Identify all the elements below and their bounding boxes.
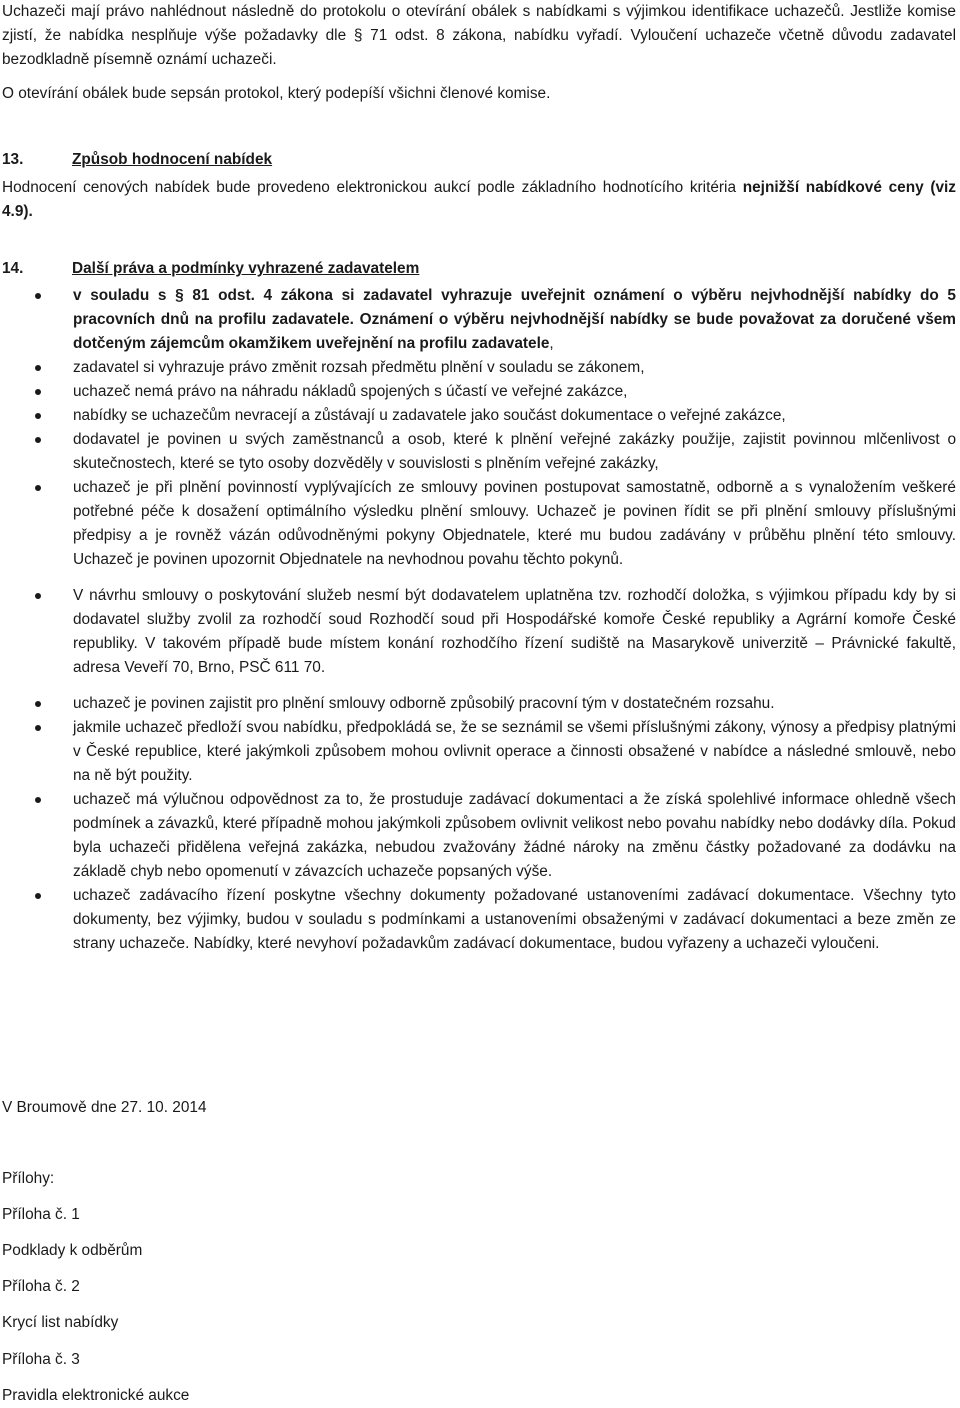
section-14-number: 14. xyxy=(2,260,24,277)
bullet-icon xyxy=(35,365,41,371)
section-13-heading xyxy=(2,148,272,172)
list-item xyxy=(2,404,956,428)
section-14-heading xyxy=(2,257,419,281)
bullet-icon xyxy=(35,797,41,803)
bullet-icon xyxy=(35,413,41,419)
list-item xyxy=(2,884,956,956)
list-item xyxy=(2,584,956,680)
bullet-icon xyxy=(35,725,41,731)
list-item xyxy=(2,380,956,404)
list-item-text: uchazeč je povinen zajistit pro plnění smlouvy odborně způsobilý pracovní tým v dostatečném rozsahu. xyxy=(73,695,775,712)
bullet-icon xyxy=(35,485,41,491)
section-13-title: Způsob hodnocení nabídek xyxy=(72,151,273,168)
list-item-tail: , xyxy=(549,335,554,352)
bullet-icon xyxy=(35,701,41,707)
bullet-icon xyxy=(35,293,41,299)
section-14-title: Další práva a podmínky vyhrazené zadavatelem xyxy=(72,260,420,277)
list-item xyxy=(2,476,956,572)
attachment-3-text: Pravidla elektronické aukce xyxy=(2,1387,190,1404)
list-item xyxy=(2,284,956,356)
signature-date: V Broumově dne 27. 10. 2014 xyxy=(2,1099,207,1116)
intro-paragraph-protocol: O otevírání obálek bude sepsán protokol, který podepíší všichni členové komise. xyxy=(2,85,551,102)
list-item-text: dodavatel je povinen u svých zaměstnanců a osob, které k plnění veřejné zakázky použije, zajistit povinnou mlčenlivost o skutečnostech, které se tyto osoby dozvěděly v souvislosti s plněním veřejné zakázky, xyxy=(73,431,956,472)
attachment-1-label: Příloha č. 1 xyxy=(2,1206,80,1223)
attachment-2-label: Příloha č. 2 xyxy=(2,1278,80,1295)
section-13-body-plain: Hodnocení cenových nabídek bude provedeno elektronickou aukcí podle základního hodnotícího kritéria xyxy=(2,179,743,196)
list-item-text: uchazeč je při plnění povinností vyplývajících ze smlouvy povinen postupovat samostatně, odborně a s vynaložením veškeré potřebné péče k dosažení optimálního výsledku plnění smlouvy. Uchazeč je povinen řídit se při plnění smlouvy příslušnými předpisy a je rovněž vázán odůvodněnými pokyny Objednatele, které mu budou zadávány v průběhu plnění této smlouvy. Uchazeč je povinen upozornit Objednatele na nevhodnou povahu těchto pokynů. xyxy=(73,479,956,568)
list-item xyxy=(2,356,956,380)
intro-block xyxy=(2,0,956,106)
intro-paragraph-opening: Uchazeči mají právo nahlédnout následně do protokolu o otevírání obálek s nabídkami s výjimkou identifikace uchazečů. Jestliže komise zjistí, že nabídka nesplňuje výše požadavky dle § 71 odst. 8 zákona, nabídku vyřadí. Vyloučení uchazeče včetně důvodu zadavatel bezodkladně písemně oznámí uchazeči. xyxy=(2,3,956,68)
bullet-icon xyxy=(35,389,41,395)
list-item xyxy=(2,428,956,476)
attachment-2-text: Krycí list nabídky xyxy=(2,1314,119,1331)
section-13-body xyxy=(2,176,956,224)
list-item xyxy=(2,692,956,716)
section-13-body-bold: nejnižší nabídkové ceny (viz 4.9). xyxy=(2,179,956,220)
section-14-list xyxy=(2,284,956,956)
bullet-icon xyxy=(35,893,41,899)
list-item-text: uchazeč má výlučnou odpovědnost za to, že prostuduje zadávací dokumentaci a že získá spolehlivé informace ohledně všech podmínek a závazků, které případně mohou jakýmkoli způsobem ovlivnit velikost nebo povahu nabídky nebo dodávky díla. Pokud byla uchazeči přidělena veřejná zakázka, nebudou zvažovány žádné nároky na změnu částky požadované za dodávku na základě chyb nebo opomenutí v závazcích uchazeče popsaných výše. xyxy=(73,791,956,880)
attachment-3-label: Příloha č. 3 xyxy=(2,1351,80,1368)
bullet-icon xyxy=(35,593,41,599)
attachment-1-text: Podklady k odběrům xyxy=(2,1242,143,1259)
section-13-number: 13. xyxy=(2,151,24,168)
list-item-text: V návrhu smlouvy o poskytování služeb nesmí být dodavatelem uplatněna tzv. rozhodčí doložka, s výjimkou případu kdy by si dodavatel služby zvolil za rozhodčí soud Rozhodčí soud při Hospodářské komoře České republiky a Agrární komoře České republiky. V takovém případě bude místem konání rozhodčího řízení sudiště na Masarykově univerzitě – Právnické fakultě, adresa Veveří 70, Brno, PSČ 611 70. xyxy=(73,587,956,676)
list-item-text: zadavatel si vyhrazuje právo změnit rozsah předmětu plnění v souladu se zákonem, xyxy=(73,359,645,376)
list-item xyxy=(2,716,956,788)
list-item-text: uchazeč zadávacího řízení poskytne všechny dokumenty požadované ustanoveními zadávací dokumentace. Všechny tyto dokumenty, bez výjimky, budou v souladu s podmínkami a ustanoveními obsaženými v zadávací dokumentaci a beze změn ze strany uchazeče. Nabídky, které nevyhoví požadavkům zadávací dokumentace, budou vyřazeny a uchazeči vyloučeni. xyxy=(73,887,956,952)
list-item xyxy=(2,788,956,884)
list-item-text: nabídky se uchazečům nevracejí a zůstávají u zadavatele jako součást dokumentace o veřejné zakázce, xyxy=(73,407,786,424)
attachments-label: Přílohy: xyxy=(2,1170,55,1187)
bullet-icon xyxy=(35,437,41,443)
list-item-text: jakmile uchazeč předloží svou nabídku, předpokládá se, že se seznámil se všemi příslušnými zákony, výnosy a předpisy platnými v České republice, které jakýmkoli způsobem mohou ovlivnit operace a činnosti obsažené v nabídce a následné smlouvě, nebo na ně být použity. xyxy=(73,719,956,784)
list-item-bold-text: v souladu s § 81 odst. 4 zákona si zadavatel vyhrazuje uveřejnit oznámení o výběru nejvhodnější nabídky do 5 pracovních dnů na profilu zadavatele. Oznámení o výběru nejvhodnější nabídky se bude považovat za doručené všem dotčeným zájemcům okamžikem uveřejnění na profilu zadavatele xyxy=(73,287,956,352)
list-item-text: uchazeč nemá právo na náhradu nákladů spojených s účastí ve veřejné zakázce, xyxy=(73,383,628,400)
